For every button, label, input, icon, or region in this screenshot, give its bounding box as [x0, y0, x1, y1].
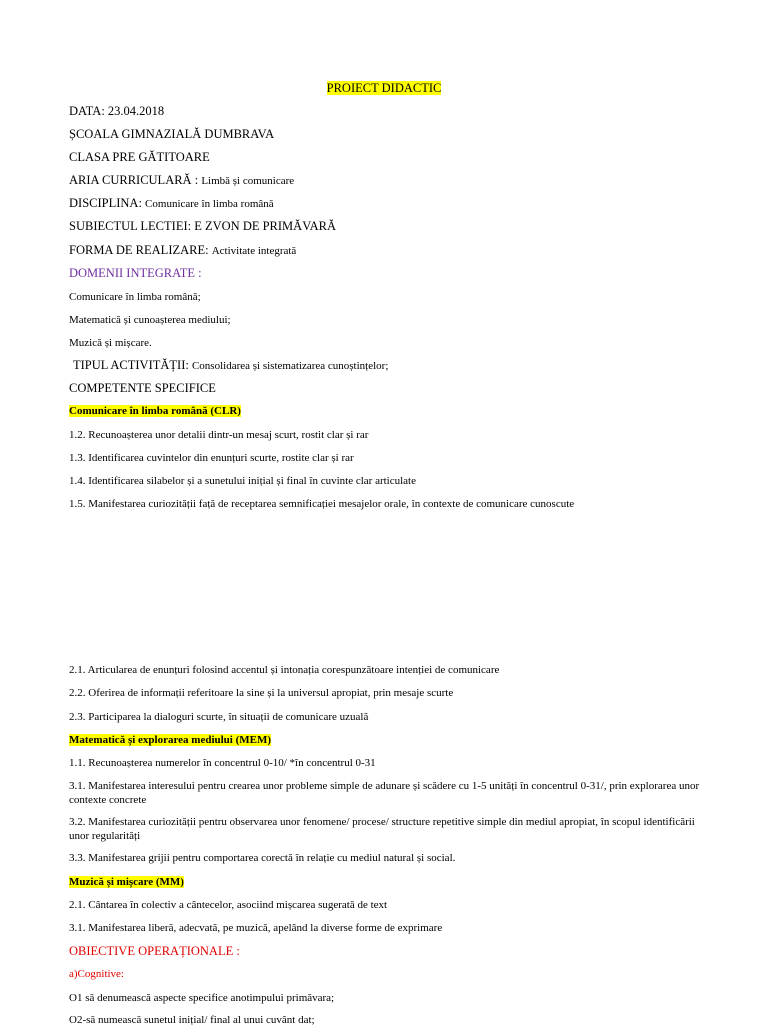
date-line: DATA: 23.04.2018	[69, 104, 165, 118]
objectives-heading: OBIECTIVE OPERAȚIONALE :	[69, 944, 240, 958]
form-label: FORMA DE REALIZARE:	[69, 243, 212, 257]
mem-heading: Matematică și explorarea mediului (MEM)	[69, 734, 272, 746]
mem-item: 3.1. Manifestarea interesului pentru crearea unor probleme simple de adunare și scădere cu 1-5 unități în concentrul 0-31/, prin explorarea unor contexte concrete	[69, 780, 700, 806]
clr-item: 2.3. Participarea la dialoguri scurte, în situații de comunicare uzuală	[69, 711, 369, 723]
domain-item: Matematică și cunoașterea mediului;	[69, 314, 231, 326]
domains-heading: DOMENII INTEGRATE :	[69, 266, 202, 280]
clr-item: 2.2. Oferirea de informații referitoare la sine și la universul apropiat, prin mesaje scurte	[69, 687, 454, 699]
mem-item: 3.3. Manifestarea grijii pentru comportarea corectă în relație cu mediul natural și social.	[69, 852, 456, 864]
objective-item: O1 să denumească aspecte specifice anotimpului primăvara;	[69, 992, 335, 1004]
area-line	[69, 173, 294, 189]
area-value: Limbă și comunicare	[201, 175, 295, 187]
domain-item: Comunicare în limba română;	[69, 291, 201, 303]
activity-type-value: Consolidarea și sistematizarea cunoștințelor;	[191, 360, 389, 372]
subject-line: SUBIECTUL LECTIEI: E ZVON DE PRIMĂVARĂ	[69, 219, 337, 233]
area-label: ARIA CURRICULARĂ :	[69, 173, 202, 187]
mm-item: 3.1. Manifestarea liberă, adecvată, pe muzică, apelând la diverse forme de exprimare	[69, 922, 443, 934]
clr-item: 2.1. Articularea de enunțuri folosind accentul și intonația corespunzătoare intenției de comunicare	[69, 664, 500, 676]
clr-item: 1.5. Manifestarea curiozității față de receptarea semnificației mesajelor orale, în contexte de comunicare cunoscute	[69, 498, 575, 510]
discipline-label: DISCIPLINA:	[69, 196, 146, 210]
discipline-line	[69, 196, 274, 212]
mem-item: 3.2. Manifestarea curiozității pentru observarea unor fenomene/ procese/ structure repetitive simple din mediul apropiat, în scopul identificării unor regularități	[69, 816, 695, 842]
school-line: ȘCOALA GIMNAZIALĂ DUMBRAVA	[69, 127, 275, 141]
form-value: Activitate integrată	[211, 245, 297, 257]
objective-item: O2-să numească sunetul inițial/ final al unui cuvânt dat;	[69, 1014, 315, 1026]
mm-item: 2.1. Cântarea în colectiv a cântecelor, asociind mișcarea sugerată de text	[69, 899, 388, 911]
clr-heading: Comunicare în limba română (CLR)	[69, 405, 241, 417]
activity-type-label: TIPUL ACTIVITĂȚII:	[73, 358, 192, 372]
domain-item: Muzică și mișcare.	[69, 337, 152, 349]
clr-item: 1.4. Identificarea silabelor și a sunetului inițial și final în cuvinte clar articulate	[69, 475, 416, 487]
class-line: CLASA PRE GĂTITOARE	[69, 150, 210, 164]
document-title: PROIECT DIDACTIC	[326, 81, 442, 95]
mem-item: 1.1. Recunoașterea numerelor în concentrul 0-10/ *în concentrul 0-31	[69, 757, 376, 769]
competences-heading: COMPETENTE SPECIFICE	[69, 381, 216, 395]
form-line	[69, 243, 296, 259]
cognitive-label: a)Cognitive:	[69, 968, 124, 980]
discipline-value: Comunicare în limba română	[145, 198, 274, 210]
clr-item: 1.3. Identificarea cuvintelor din enunțuri scurte, rostite clar și rar	[69, 452, 354, 464]
mm-heading: Muzică și mișcare (MM)	[69, 876, 184, 888]
activity-type-line	[73, 358, 388, 374]
clr-item: 1.2. Recunoașterea unor detalii dintr-un mesaj scurt, rostit clar și rar	[69, 429, 369, 441]
